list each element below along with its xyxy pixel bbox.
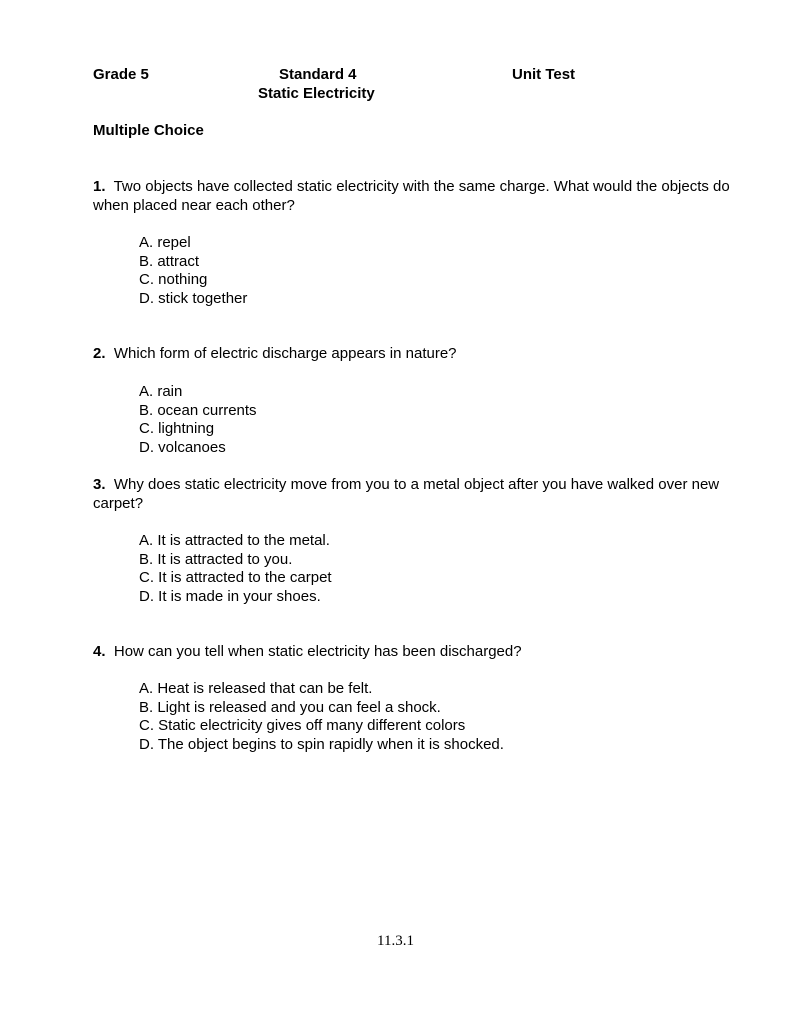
option-b: B. It is attracted to you.: [139, 550, 293, 568]
question-2-options: [139, 383, 257, 458]
question-number: 1.: [93, 178, 106, 195]
option-a: A. Heat is released that can be felt.: [139, 680, 373, 697]
option-b: B. Light is released and you can feel a shock.: [139, 698, 441, 716]
option-b: B. ocean currents: [139, 401, 257, 419]
option-c: C. nothing: [139, 271, 208, 289]
standard-label: Standard 4: [279, 66, 357, 83]
question-4: [93, 643, 733, 662]
question-number: 4.: [93, 643, 106, 660]
option-a: A. repel: [139, 234, 191, 251]
question-text: How can you tell when static electricity has been discharged?: [113, 643, 522, 660]
option-d: D. volcanoes: [139, 439, 226, 457]
question-3-options: [139, 532, 332, 607]
option-b: B. attract: [139, 252, 200, 270]
option-d: D. It is made in your shoes.: [139, 588, 321, 606]
option-c: C. lightning: [139, 420, 215, 438]
question-number: 3.: [93, 476, 106, 493]
question-text: Which form of electric discharge appears in nature?: [113, 345, 457, 362]
topic-title: Static Electricity: [258, 85, 375, 102]
page-number: 11.3.1: [377, 933, 414, 949]
option-c: C. Static electricity gives off many different colors: [139, 717, 466, 735]
grade-label: Grade 5: [93, 66, 149, 83]
option-a: A. rain: [139, 383, 183, 400]
section-title: Multiple Choice: [93, 122, 204, 139]
question-1: [93, 178, 733, 215]
option-d: D. The object begins to spin rapidly when it is shocked.: [139, 736, 504, 754]
test-type-label: Unit Test: [512, 66, 576, 83]
question-2: [93, 345, 733, 364]
question-3: [93, 476, 733, 513]
option-a: A. It is attracted to the metal.: [139, 532, 330, 549]
question-number: 2.: [93, 345, 106, 362]
option-d: D. stick together: [139, 290, 248, 308]
option-c: C. It is attracted to the carpet: [139, 569, 332, 587]
question-text: Why does static electricity move from you to a metal object after you have walked over new carpet?: [93, 476, 720, 512]
question-text: Two objects have collected static electricity with the same charge. What would the objects do when placed near each other?: [93, 178, 730, 214]
question-4-options: [139, 680, 504, 755]
question-1-options: [139, 234, 247, 309]
